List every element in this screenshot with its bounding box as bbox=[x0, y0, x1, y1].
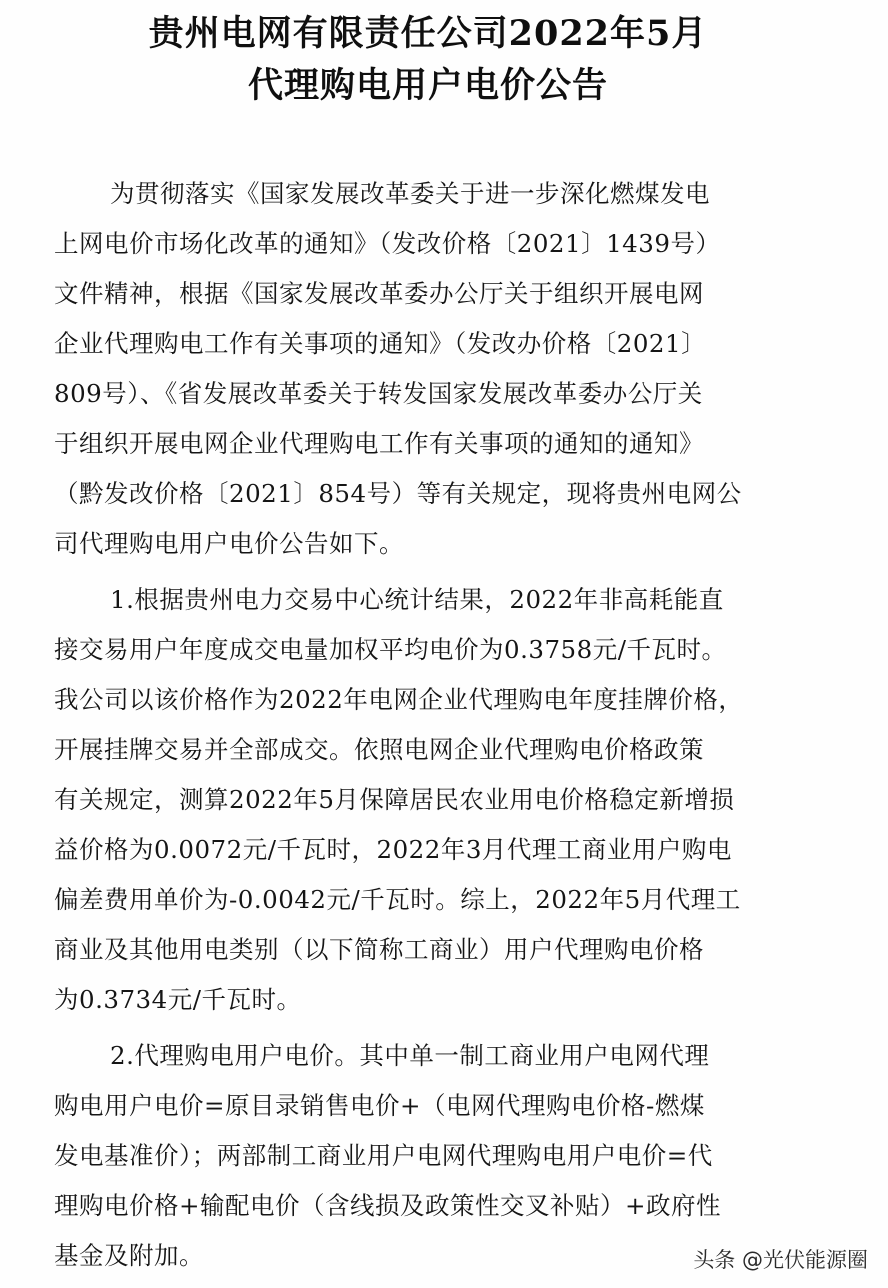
paragraph-2-line: 为0.3734元/千瓦时。 bbox=[54, 985, 302, 1014]
paragraph-1-line: 司代理购电用户电价公告如下。 bbox=[54, 529, 404, 558]
paragraph-1-line: 上网电价市场化改革的通知》（发改价格〔2021〕1439号） bbox=[54, 229, 721, 258]
paragraph-1-line: 为贯彻落实《国家发展改革委关于进一步深化燃煤发电 bbox=[110, 179, 710, 208]
source-watermark: 头条 @光伏能源圈 bbox=[693, 1248, 868, 1272]
document-title-line-2: 代理购电用户电价公告 bbox=[247, 65, 608, 106]
paragraph-2-line: 1.根据贵州电力交易中心统计结果，2022年非高耗能直 bbox=[110, 585, 724, 614]
paragraph-2-line: 接交易用户年度成交电量加权平均电价为0.3758元/千瓦时。 bbox=[54, 635, 727, 664]
document-title-line-1: 贵州电网有限责任公司2022年5月 bbox=[148, 13, 708, 54]
paragraph-2-line: 商业及其他用电类别（以下简称工商业）用户代理购电价格 bbox=[54, 935, 704, 964]
paragraph-1-line: 于组织开展电网企业代理购电工作有关事项的通知的通知》 bbox=[54, 429, 704, 458]
paragraph-2-line: 益价格为0.0072元/千瓦时，2022年3月代理工商业用户购电 bbox=[54, 835, 732, 864]
paragraph-2-line: 有关规定，测算2022年5月保障居民农业用电价格稳定新增损 bbox=[54, 785, 735, 814]
paragraph-1-line: 企业代理购电工作有关事项的通知》（发改办价格〔2021〕 bbox=[54, 329, 707, 358]
paragraph-3-line: 发电基准价）；两部制工商业用户电网代理购电用户电价=代 bbox=[54, 1141, 713, 1170]
paragraph-3-line: 基金及附加。 bbox=[54, 1241, 204, 1270]
paragraph-1-line: （黔发改价格〔2021〕854号）等有关规定，现将贵州电网公 bbox=[54, 479, 742, 508]
paragraph-1-line: 文件精神，根据《国家发展改革委办公厅关于组织开展电网 bbox=[54, 279, 704, 308]
paragraph-3-line: 2.代理购电用户电价。其中单一制工商业用户电网代理 bbox=[110, 1041, 710, 1070]
paragraph-2-line: 开展挂牌交易并全部成交。依照电网企业代理购电价格政策 bbox=[54, 735, 704, 764]
paragraph-3-line: 理购电价格+输配电价（含线损及政策性交叉补贴）+政府性 bbox=[54, 1191, 722, 1220]
paragraph-3-line: 购电用户电价=原目录销售电价+（电网代理购电价格-燃煤 bbox=[54, 1091, 705, 1120]
paragraph-2-line: 偏差费用单价为-0.0042元/千瓦时。综上，2022年5月代理工 bbox=[54, 885, 741, 914]
paragraph-2-line: 我公司以该价格作为2022年电网企业代理购电年度挂牌价格， bbox=[54, 685, 744, 714]
paragraph-1-line: 809号）、《省发展改革委关于转发国家发展改革委办公厅关 bbox=[54, 379, 703, 408]
